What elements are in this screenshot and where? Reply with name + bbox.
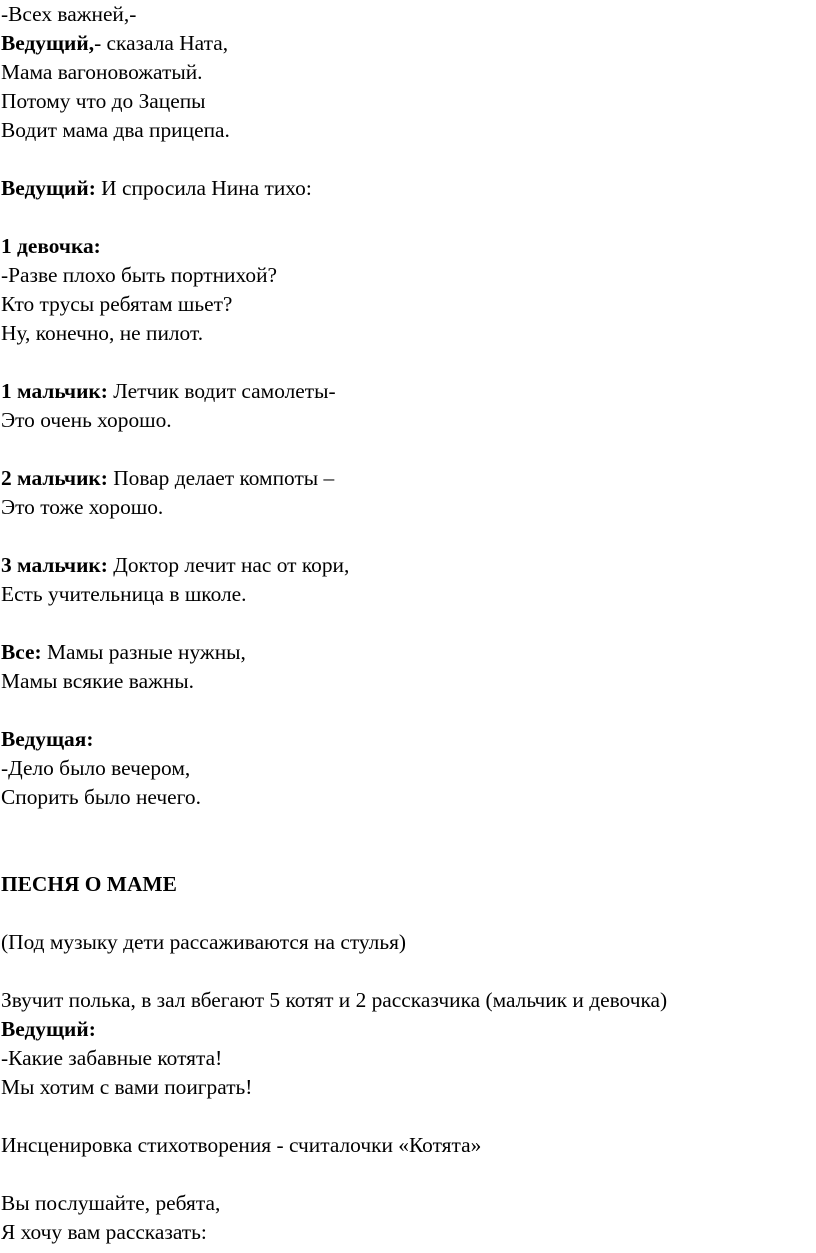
line-text: Доктор лечит нас от кори,: [107, 553, 350, 577]
blank-line: [1, 609, 813, 638]
text-line: [1, 783, 813, 812]
text-line: [1, 377, 813, 406]
blank-line: [1, 696, 813, 725]
line-text: Мамы всякие важны.: [1, 669, 195, 693]
line-text: Есть учительница в школе.: [1, 582, 247, 606]
blank-line: [1, 1102, 813, 1131]
line-text: Ну, конечно, не пилот.: [1, 321, 204, 345]
text-line: [1, 928, 813, 957]
text-line: [1, 551, 813, 580]
speaker-label: 3 мальчик:: [1, 553, 108, 577]
text-line: [1, 58, 813, 87]
blank-line: [1, 435, 813, 464]
blank-line: [1, 1160, 813, 1189]
line-text: - сказала Ната,: [94, 31, 229, 55]
blank-line: [1, 145, 813, 174]
line-text: -Всех важней,-: [1, 2, 137, 26]
line-text: Водит мама два прицепа.: [1, 118, 230, 142]
blank-line: [1, 812, 813, 841]
blank-line: [1, 348, 813, 377]
speaker-label: Ведущий:: [1, 176, 96, 200]
speaker-label: 2 мальчик:: [1, 466, 108, 490]
text-line: [1, 580, 813, 609]
line-text: Вы послушайте, ребята,: [1, 1191, 221, 1215]
document-page: [1, 0, 813, 1247]
text-line: [1, 464, 813, 493]
blank-line: [1, 841, 813, 870]
line-text: Я хочу вам рассказать:: [1, 1220, 207, 1244]
line-text: Звучит полька, в зал вбегают 5 котят и 2 рассказчика (мальчик и девочка): [1, 988, 668, 1012]
line-text: Это тоже хорошо.: [1, 495, 164, 519]
line-text: И спросила Нина тихо:: [95, 176, 312, 200]
text-line: [1, 1189, 813, 1218]
text-line: [1, 290, 813, 319]
speaker-label: Ведущий:: [1, 1017, 96, 1041]
speaker-label: ПЕСНЯ О МАМЕ: [1, 872, 177, 896]
line-text: Мама вагоновожатый.: [1, 60, 203, 84]
line-text: Мы хотим с вами поиграть!: [1, 1075, 253, 1099]
blank-line: [1, 899, 813, 928]
text-line: [1, 406, 813, 435]
line-text: Это очень хорошо.: [1, 408, 172, 432]
line-text: -Разве плохо быть портнихой?: [1, 263, 278, 287]
line-text: Повар делает компоты –: [107, 466, 335, 490]
text-line: [1, 638, 813, 667]
text-line: [1, 116, 813, 145]
text-line: [1, 0, 813, 29]
speaker-label: Ведущая:: [1, 727, 94, 751]
speaker-label: 1 мальчик:: [1, 379, 108, 403]
line-text: -Дело было вечером,: [1, 756, 191, 780]
blank-line: [1, 957, 813, 986]
line-text: (Под музыку дети рассаживаются на стулья): [1, 930, 407, 954]
line-text: -Какие забавные котята!: [1, 1046, 223, 1070]
text-line: [1, 87, 813, 116]
speaker-label: 1 девочка:: [1, 234, 101, 258]
speaker-label: Все:: [1, 640, 42, 664]
text-line: [1, 232, 813, 261]
text-line: [1, 319, 813, 348]
text-line: [1, 1073, 813, 1102]
line-text: Инсценировка стихотворения - считалочки «Котята»: [1, 1133, 482, 1157]
text-line: [1, 1218, 813, 1247]
text-line: [1, 174, 813, 203]
line-text: Летчик водит самолеты-: [107, 379, 336, 403]
text-line: [1, 1044, 813, 1073]
speaker-label: Ведущий,: [1, 31, 95, 55]
text-line: [1, 667, 813, 696]
text-line: [1, 1015, 813, 1044]
text-line: [1, 870, 813, 899]
line-text: Потому что до Зацепы: [1, 89, 206, 113]
text-line: [1, 725, 813, 754]
line-text: Мамы разные нужны,: [41, 640, 246, 664]
text-line: [1, 29, 813, 58]
line-text: Спорить было нечего.: [1, 785, 201, 809]
blank-line: [1, 203, 813, 232]
text-line: [1, 493, 813, 522]
line-text: Кто трусы ребятам шьет?: [1, 292, 233, 316]
blank-line: [1, 522, 813, 551]
text-line: [1, 986, 813, 1015]
text-line: [1, 754, 813, 783]
text-line: [1, 1131, 813, 1160]
text-line: [1, 261, 813, 290]
